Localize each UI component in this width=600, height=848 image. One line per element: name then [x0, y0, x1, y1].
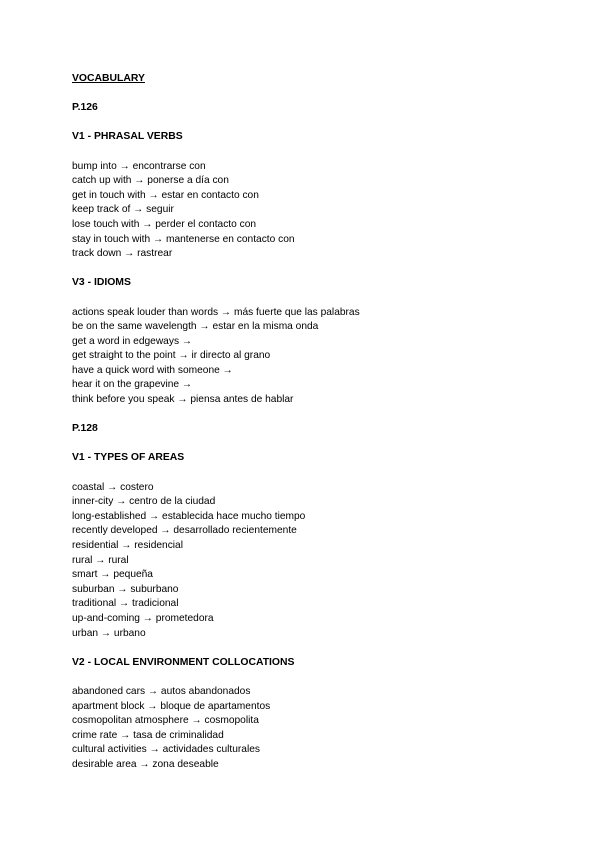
- document-page: [72, 72, 552, 773]
- vocab-entry: abandoned cars → autos abandonados: [72, 685, 251, 697]
- vocab-entry: residential → residencial: [72, 540, 183, 551]
- vocab-entry: recently developed → desarrollado recientemente: [72, 525, 297, 537]
- vocab-entry: stay in touch with → mantenerse en contacto con: [72, 233, 295, 245]
- spacer: [72, 116, 552, 131]
- vocab-entry: inner-city → centro de la ciudad: [72, 496, 216, 508]
- vocab-entry: urban → urbano: [72, 627, 146, 639]
- section-local-environment-collocations: [72, 656, 552, 773]
- page-label-126: P.126: [72, 102, 98, 114]
- vocab-entry: bump into → encontrarse con: [72, 160, 206, 172]
- vocab-entry: smart → pequeña: [72, 569, 153, 581]
- vocab-entry: actions speak louder than words → más fuerte que las palabras: [72, 306, 360, 318]
- vocab-entry: crime rate → tasa de criminalidad: [72, 729, 224, 741]
- vocab-entry: apartment block → bloque de apartamentos: [72, 700, 271, 712]
- vocab-entry: traditional → tradicional: [72, 598, 179, 610]
- vocab-entry: be on the same wavelength → estar en la misma onda: [72, 321, 319, 333]
- vocab-entry: cosmopolitan atmosphere → cosmopolita: [72, 715, 259, 727]
- vocab-entry: get in touch with → estar en contacto con: [72, 189, 259, 201]
- vocab-entry: desirable area → zona deseable: [72, 758, 219, 770]
- spacer: [72, 262, 552, 277]
- vocab-entry: think before you speak → piensa antes de hablar: [72, 394, 294, 406]
- section-idioms: [72, 276, 552, 407]
- vocab-entry: suburban → suburbano: [72, 583, 179, 595]
- spacer: [72, 291, 552, 306]
- section-heading: V1 - PHRASAL VERBS: [72, 131, 183, 143]
- section-phrasal-verbs: [72, 130, 552, 261]
- vocab-entry: have a quick word with someone →: [72, 364, 233, 376]
- vocab-entry: long-established → establecida hace mucho tiempo: [72, 510, 306, 522]
- section-types-of-areas: [72, 451, 552, 641]
- document-title: VOCABULARY: [72, 73, 145, 84]
- spacer: [72, 641, 552, 656]
- section-heading: V1 - TYPES OF AREAS: [72, 452, 185, 464]
- section-heading: V3 - IDIOMS: [72, 277, 131, 289]
- section-heading: V2 - LOCAL ENVIRONMENT COLLOCATIONS: [72, 656, 295, 668]
- spacer: [72, 408, 552, 423]
- vocab-entry: keep track of → seguir: [72, 204, 174, 216]
- spacer: [72, 87, 552, 102]
- page-label-128: P.128: [72, 423, 98, 435]
- vocab-entry: track down → rastrear: [72, 248, 173, 260]
- vocab-entry: up-and-coming → prometedora: [72, 612, 214, 624]
- vocab-entry: coastal → costero: [72, 481, 154, 493]
- spacer: [72, 145, 552, 160]
- spacer: [72, 466, 552, 481]
- vocab-entry: lose touch with → perder el contacto con: [72, 218, 257, 230]
- vocab-entry: rural → rural: [72, 554, 129, 566]
- vocab-entry: cultural activities → actividades culturales: [72, 744, 260, 756]
- vocab-entry: get a word in edgeways →: [72, 335, 193, 347]
- vocab-entry: catch up with → ponerse a día con: [72, 175, 229, 187]
- spacer: [72, 437, 552, 452]
- vocab-entry: get straight to the point → ir directo al grano: [72, 350, 271, 362]
- vocab-entry: hear it on the grapevine →: [72, 379, 193, 391]
- spacer: [72, 670, 552, 685]
